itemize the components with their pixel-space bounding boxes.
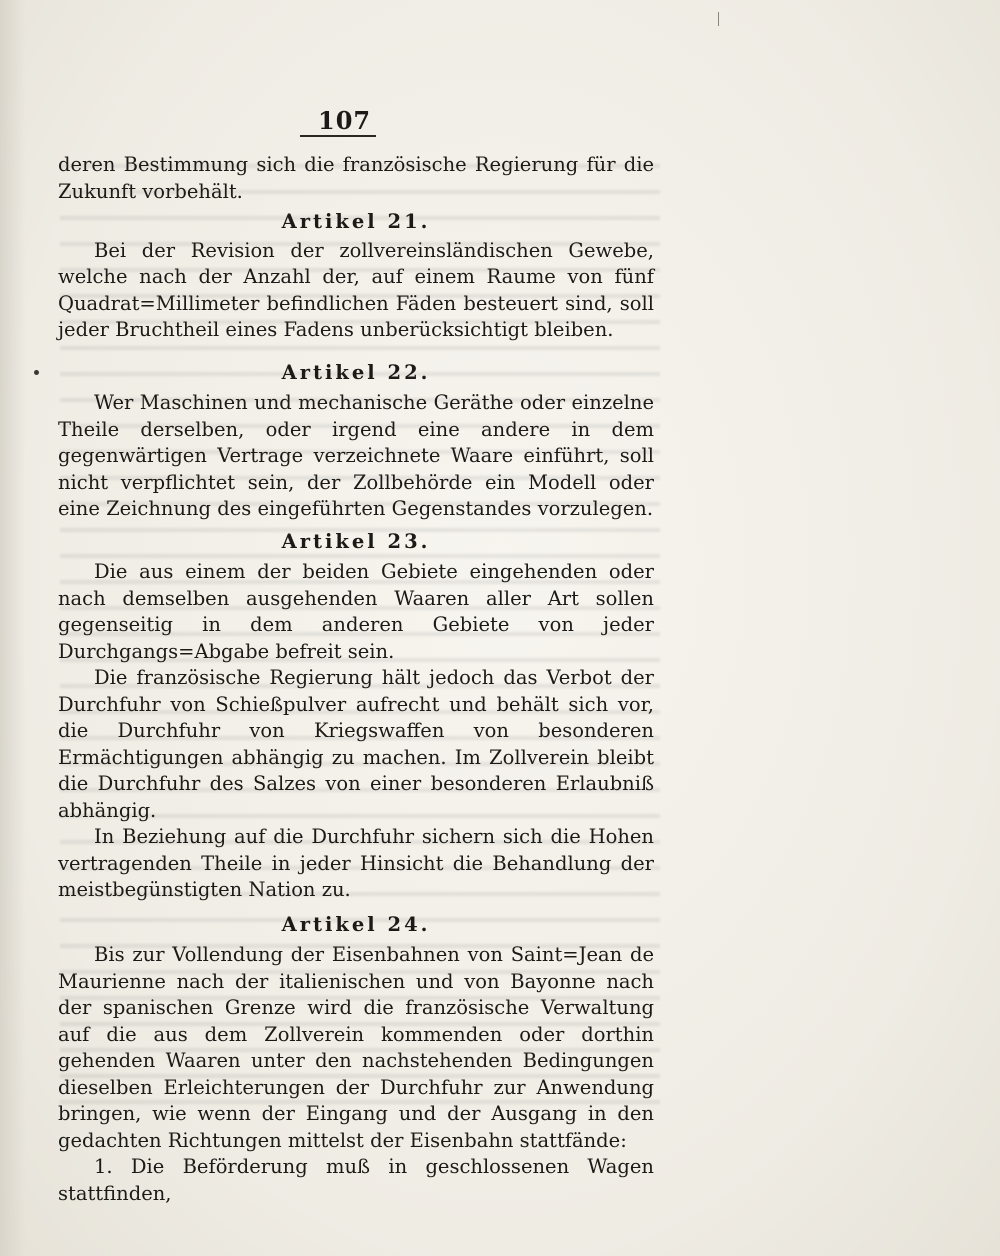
article-24-heading: Artikel 24. (281, 912, 431, 936)
page-number: 107 (318, 106, 372, 135)
ink-dot (34, 370, 39, 375)
page-edge-shadow (0, 0, 26, 1256)
article-22-heading: Artikel 22. (281, 360, 431, 384)
article-21-heading: Artikel 21. (281, 210, 431, 233)
article-22-text: Wer Maschinen und mechanische Geräthe oder einzelne Theile derselben, oder irgend eine andere in dem gegenwärtigen Vertrage verzeichnete Waare einführt, soll nicht verpflichtet sein, der Zollbehörde ein Modell oder eine Zeichnung des eingeführten Gegenstandes vorzulegen. (58, 391, 654, 520)
article-21-text: Bei der Revision der zollvereinsländischen Gewebe, welche nach der Anzahl der, auf einem Raume von fünf Quadrat=Millimeter befindlichen Fäden besteuert sind, soll jeder Bruchtheil eines Fadens unberücksichtigt bleiben. (58, 238, 654, 341)
document-body (58, 152, 654, 1207)
article-23-paragraph-3: In Beziehung auf die Durchfuhr sichern sich die Hohen vertragenden Theile in jeder Hinsicht die Behandlung der meistbegünstigten Nation zu. (58, 825, 654, 901)
article-24-item-1: 1. Die Beförderung muß in geschlossenen Wagen stattfinden, (58, 1155, 654, 1205)
article-23-heading: Artikel 23. (281, 529, 431, 553)
article-24-text: Bis zur Vollendung der Eisenbahnen von Saint=Jean de Maurienne nach der italienischen und von Bayonne nach der spanischen Grenze wird die französische Verwaltung auf die aus dem Zollverein kommenden oder dorthin gehenden Waaren unter den nachstehenden Bedingungen dieselben Erleichterungen der Durchfuhr zur Anwendung bringen, wie wenn der Eingang und der Ausgang in den gedachten Richtungen mittelst der Eisenbahn stattfände: (58, 943, 654, 1152)
page-number-rule (300, 135, 376, 137)
article-23-paragraph-1: Die aus einem der beiden Gebiete eingehenden oder nach demselben ausgehenden Waaren aller Art sollen gegenseitig in dem anderen Gebiete von jeder Durchgangs=Abgabe befreit sein. (58, 560, 654, 663)
scan-mark (718, 12, 719, 26)
article-23-paragraph-2: Die französische Regierung hält jedoch das Verbot der Durchfuhr von Schießpulver aufrecht und behält sich vor, die Durchfuhr von Kriegswaffen von besonderen Ermächtigungen abhängig zu machen. Im Zollverein bleibt die Durchfuhr des Salzes von einer besonderen Erlaubniß abhängig. (58, 666, 654, 822)
paragraph-continuation: deren Bestimmung sich die französische Regierung für die Zukunft vorbehält. (58, 153, 654, 203)
